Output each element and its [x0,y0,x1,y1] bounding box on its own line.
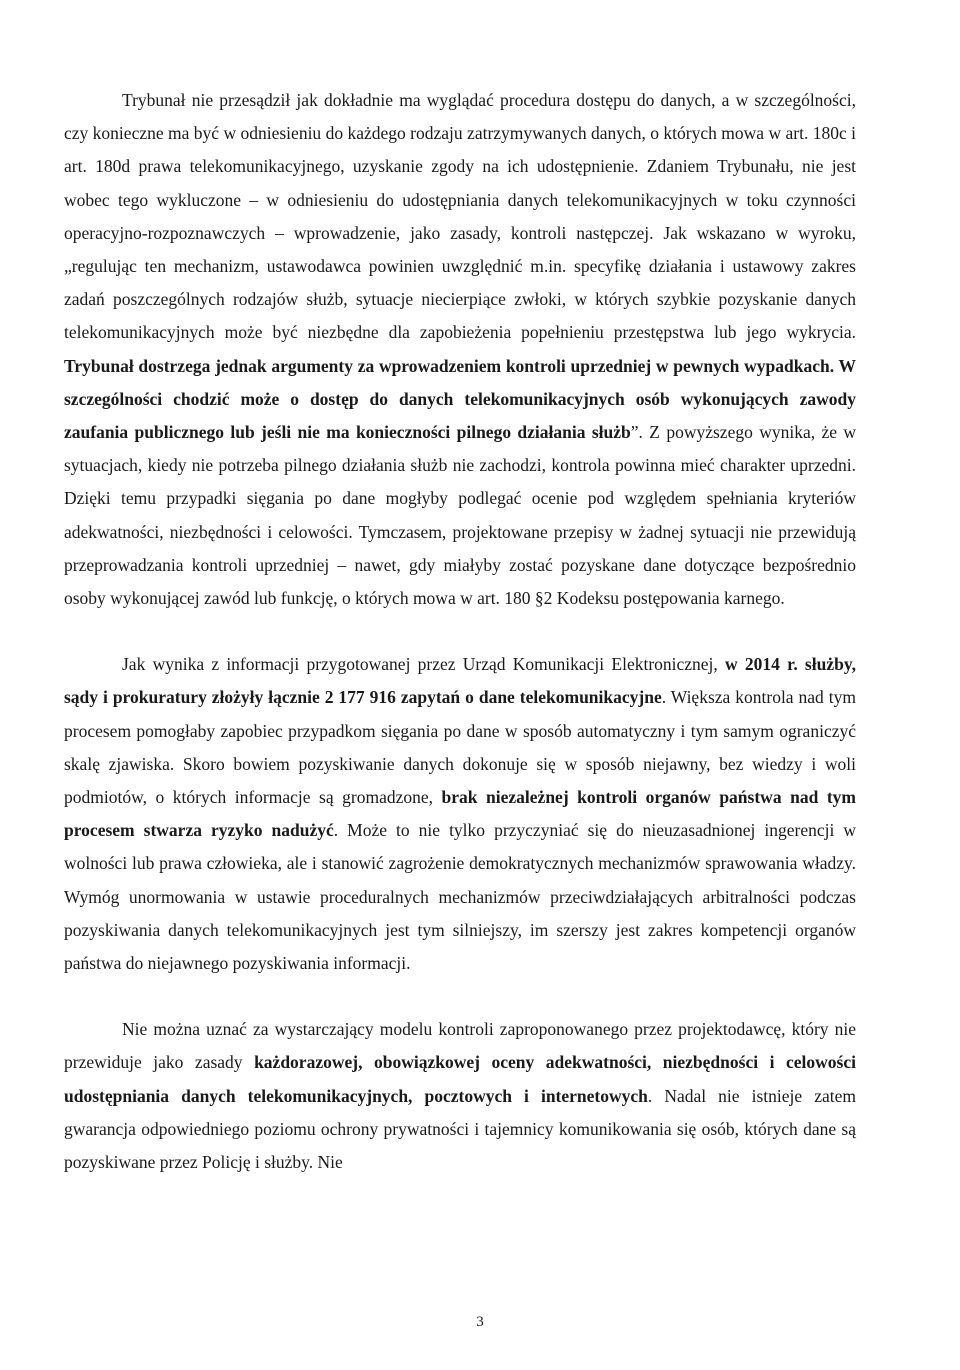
document-body [64,84,856,1179]
text-run: Nie można uznać za wystarczający modelu kontroli zaproponowanego przez projektodawcę, który nie przewiduje jako zasady [64,1019,856,1073]
paragraph [64,648,856,980]
bold-text-run: w 2014 r. służby, sądy i prokuratury złożyły łącznie 2 177 916 zapytań o dane telekomunikacyjne [64,654,856,708]
text-run: . Nadal nie istnieje zatem gwarancja odpowiedniego poziomu ochrony prywatności i tajemnicy komunikowania się osób, których dane są pozyskiwane przez Policję i służby. Nie [64,1085,856,1173]
text-run: . Większa kontrola nad tym procesem pomogłaby zapobiec przypadkom sięgania po dane w sposób automatyczny i tym samym ograniczyć skalę zjawiska. Skoro bowiem pozyskiwanie danych dokonuje się w sposób niejawny, bez wiedzy i woli podmiotów, o których informacje są gromadzone, [64,687,856,808]
text-run: . Może to nie tylko przyczyniać się do nieuzasadnionej ingerencji w wolności lub prawa człowieka, ale i stanowić zagrożenie demokratycznych mechanizmów sprawowania władzy. Wymóg unormowania w ustawie proceduralnych mechanizmów przeciwdziałających arbitralności podczas pozyskiwania danych telekomunikacyjnych jest tym silniejszy, im szerszy jest zakres kompetencji organów państwa do niejawnego pozyskiwania informacji. [64,820,856,974]
bold-text-run: Trybunał dostrzega jednak argumenty za wprowadzeniem kontroli uprzedniej w pewnych wypadkach. W szczególności chodzić może o dostęp do danych telekomunikacyjnych osób wykonujących zawody zaufania publicznego lub jeśli nie ma konieczności pilnego działania służb [64,355,856,443]
bold-text-run: brak niezależnej kontroli organów państwa nad tym procesem stwarza ryzyko nadużyć [64,787,856,841]
text-run: Trybunał nie przesądził jak dokładnie ma wyglądać procedura dostępu do danych, a w szczególności, czy konieczne ma być w odniesieniu do każdego rodzaju zatrzymywanych danych, o których mowa w art. 180c i art. 180d prawa telekomunikacyjnego, uzyskanie zgody na ich udostępnienie. Zdaniem Trybunału, nie jest wobec tego wykluczone – w odniesieniu do udostępniania danych telekomunikacyjnych w toku czynności operacyjno-rozpoznawczych – wprowadzenie, jako zasady, kontroli następczej. Jak wskazano w wyroku, „regulując ten mechanizm, ustawodawca powinien uwzględnić m.in. specyfikę działania i ustawowy zakres zadań poszczególnych rodzajów służb, sytuacje niecierpiące zwłoki, w których szybkie pozyskanie danych telekomunikacyjnych może być niezbędne dla zapobieżenia popełnieniu przestępstwa lub jego wykrycia. [64,90,856,343]
paragraph [64,1013,856,1179]
text-run: Jak wynika z informacji przygotowanej przez Urząd Komunikacji Elektronicznej, [122,654,726,675]
text-run: ”. Z powyższego wynika, że w sytuacjach, kiedy nie potrzeba pilnego działania służb nie zachodzi, kontrola powinna mieć charakter uprzedni. Dzięki temu przypadki sięgania po dane mogłyby podlegać ocenie pod względem spełniania kryteriów adekwatności, niezbędności i celowości. Tymczasem, projektowane przepisy w żadnej sytuacji nie przewidują przeprowadzania kontroli uprzedniej – nawet, gdy miałyby zostać pozyskane dane dotyczące bezpośrednio osoby wykonującej zawód lub funkcję, o których mowa w art. 180 §2 Kodeksu postępowania karnego. [64,422,856,609]
bold-text-run: każdorazowej, obowiązkowej oceny adekwatności, niezbędności i celowości udostępniania danych telekomunikacyjnych, pocztowych i internetowych [64,1052,856,1106]
paragraph [64,84,856,615]
page-number: 3 [476,1314,484,1330]
